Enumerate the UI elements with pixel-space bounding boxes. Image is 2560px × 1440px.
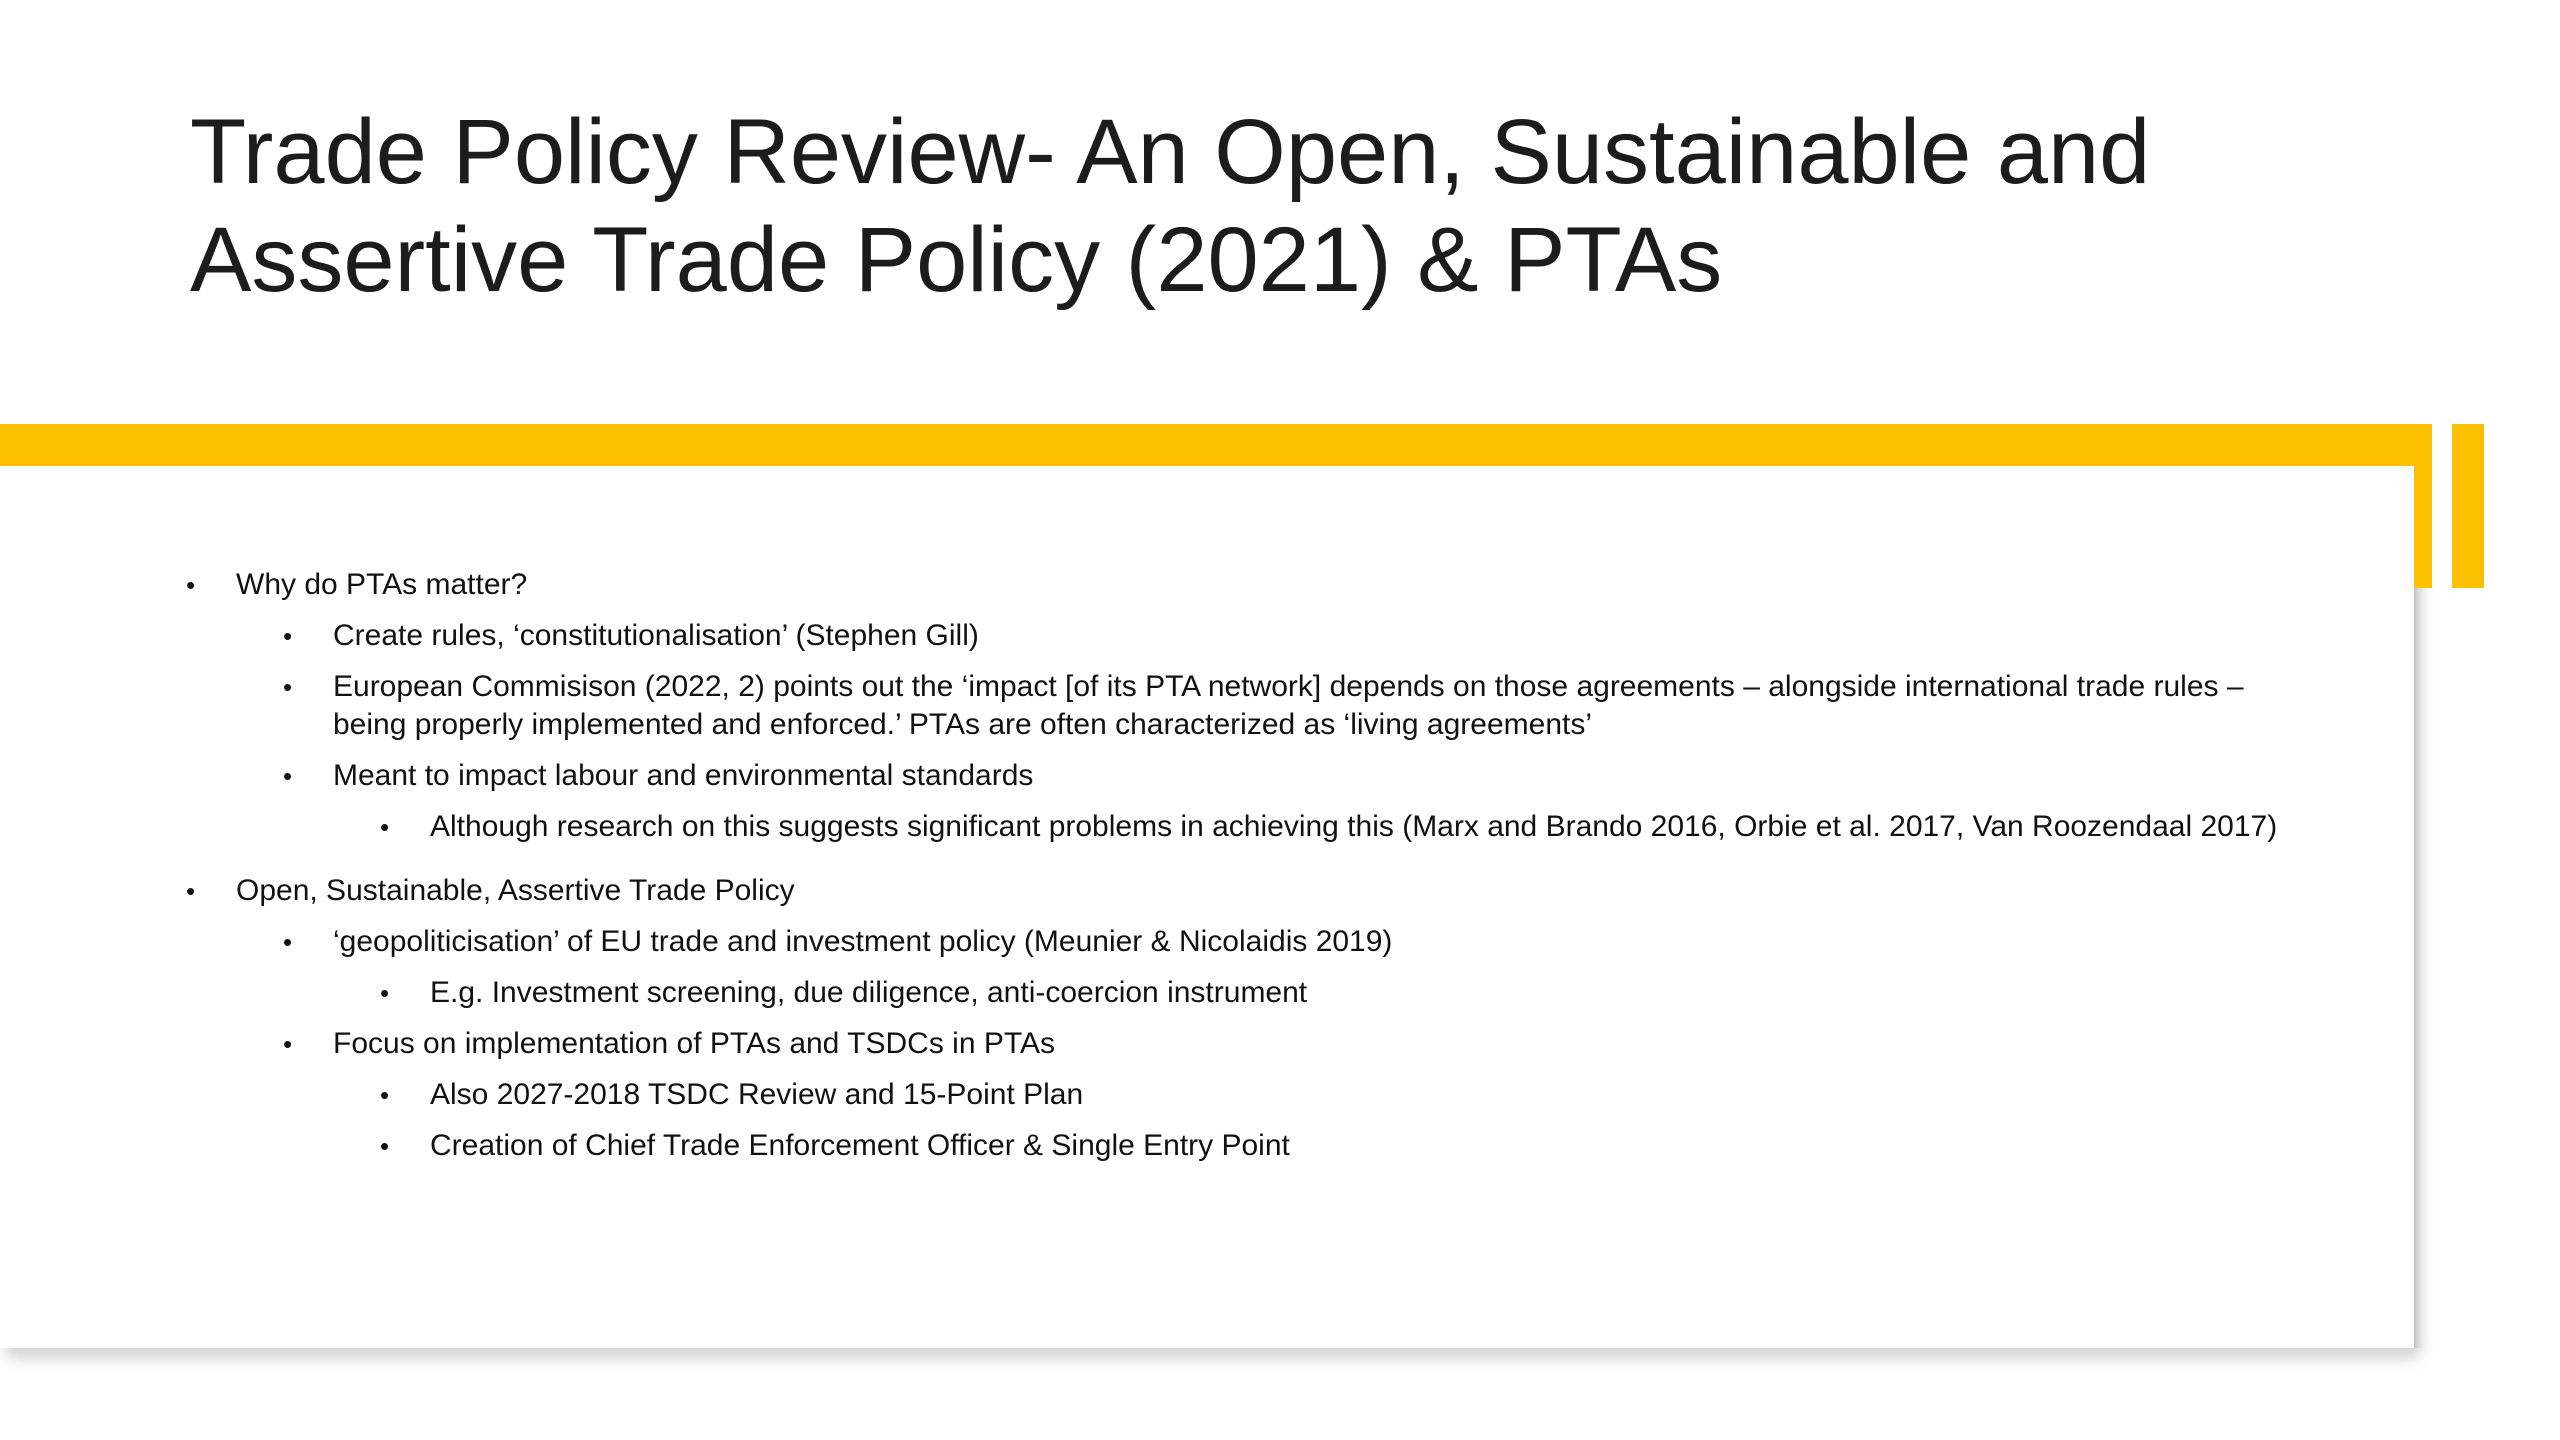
bullet-text: Creation of Chief Trade Enforcement Officer & Single Entry Point — [430, 1129, 1290, 1162]
bullet-list — [0, 566, 2380, 1178]
bullet-dot: • — [380, 812, 390, 842]
bullet-dot: • — [186, 570, 196, 600]
bullet-dot: • — [283, 672, 293, 702]
bullet-item — [0, 668, 2380, 744]
bullet-item — [0, 974, 2380, 1012]
bullet-dot: • — [283, 761, 293, 791]
bullet-item — [0, 757, 2380, 795]
bullet-dot: • — [283, 1029, 293, 1059]
bullet-text: Focus on implementation of PTAs and TSDCs in PTAs — [333, 1027, 1055, 1060]
bullet-dot: • — [380, 978, 390, 1008]
bullet-dot: • — [186, 876, 196, 906]
bullet-text: Create rules, ‘constitutionalisation’ (Stephen Gill) — [333, 619, 979, 652]
bullet-text: European Commisison (2022, 2) points out the ‘impact [of its PTA network] depends on those agreements – alongside international trade rules – being properly implemented and enforced.’ PTAs are often characterized as ‘living agreements’ — [333, 670, 2244, 741]
bullet-dot: • — [380, 1131, 390, 1161]
slide-title — [190, 98, 2290, 314]
bullet-text: Open, Sustainable, Assertive Trade Policy — [236, 874, 795, 907]
bullet-text: Also 2027-2018 TSDC Review and 15-Point Plan — [430, 1078, 1084, 1111]
bullet-dot: • — [283, 927, 293, 957]
bullet-text: E.g. Investment screening, due diligence, anti-coercion instrument — [430, 976, 1308, 1009]
accent-vertical-left — [2414, 424, 2432, 588]
bullet-text: Although research on this suggests significant problems in achieving this (Marx and Brando 2016, Orbie et al. 2017, Van Roozendaal 2017) — [430, 810, 2278, 843]
bullet-item — [0, 617, 2380, 655]
panel-shadow — [2414, 588, 2424, 1348]
bullet-item — [0, 923, 2380, 961]
bullet-text: Why do PTAs matter? — [236, 568, 528, 601]
slide-title-line-2: Assertive Trade Policy (2021) & PTAs — [190, 209, 1723, 311]
bullet-item — [0, 1025, 2380, 1063]
accent-vertical-right — [2452, 424, 2484, 588]
bullet-dot: • — [380, 1080, 390, 1110]
slide-title-line-1: Trade Policy Review- An Open, Sustainable and — [190, 101, 2151, 203]
bullet-item — [0, 808, 2380, 846]
bullet-item — [0, 1076, 2380, 1114]
accent-bar — [0, 424, 2432, 466]
bullet-text: Meant to impact labour and environmental standards — [333, 759, 1034, 792]
bullet-item — [0, 872, 2380, 910]
bullet-text: ‘geopoliticisation’ of EU trade and investment policy (Meunier & Nicolaidis 2019) — [333, 925, 1393, 958]
bullet-item — [0, 1127, 2380, 1165]
bullet-dot: • — [283, 621, 293, 651]
bullet-item — [0, 566, 2380, 604]
